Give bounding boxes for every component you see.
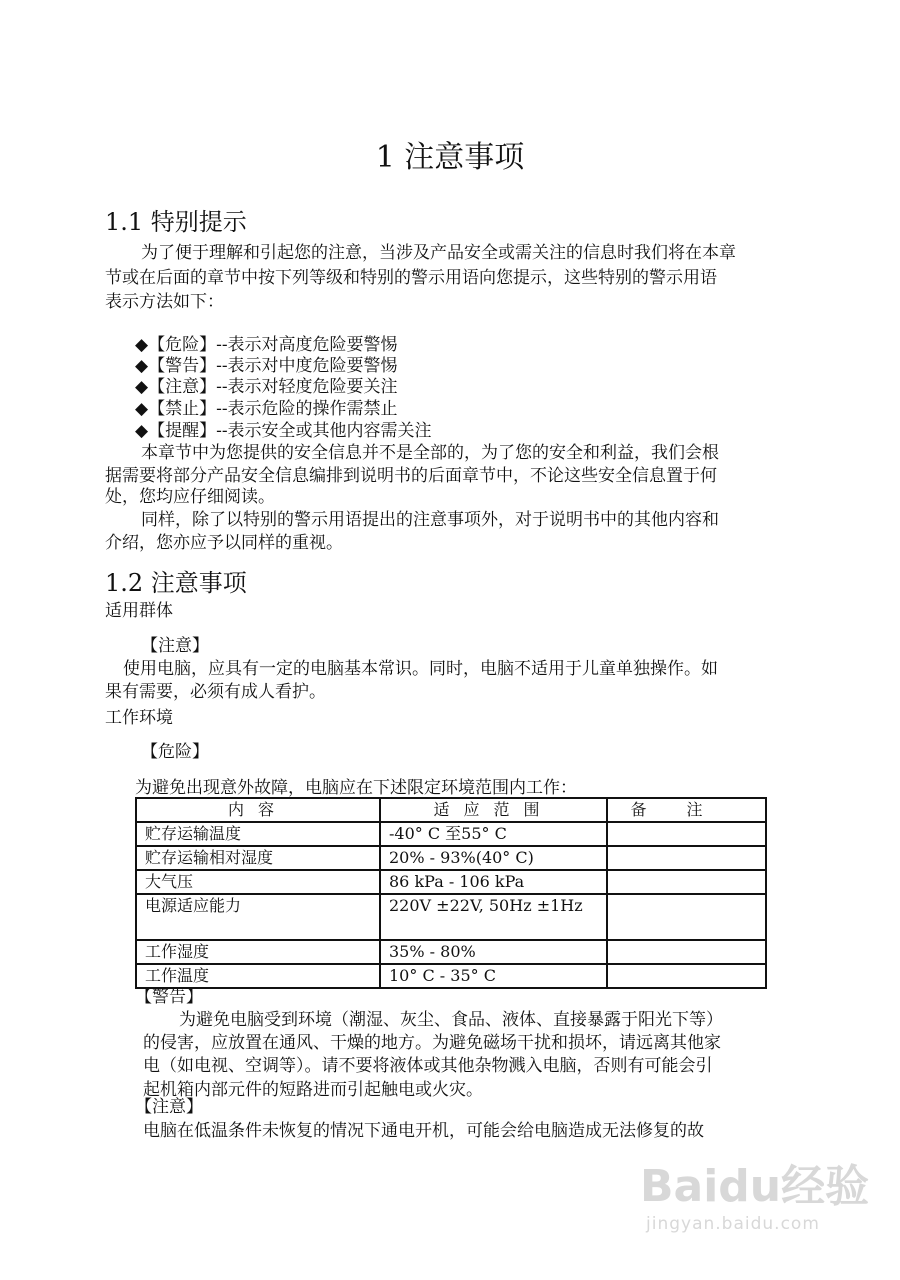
- subheading: 适用群体: [105, 601, 173, 621]
- paragraph-line: 据需要将部分产品安全信息编排到说明书的后面章节中，不论这些安全信息置于何: [105, 466, 717, 486]
- table-header: 备注: [607, 798, 766, 822]
- table-cell: [607, 870, 766, 894]
- table-header: 内容: [136, 798, 380, 822]
- section-heading-1-1: 1.1 特别提示: [105, 208, 247, 236]
- bullet-item: ◆【禁止】--表示危险的操作需禁止: [135, 399, 398, 419]
- table-row: [136, 894, 766, 940]
- bullet-item: ◆【提醒】--表示安全或其他内容需关注: [135, 421, 432, 441]
- table-caption: 为避免出现意外故障，电脑应在下述限定环境范围内工作：: [135, 778, 577, 798]
- table-cell: [607, 822, 766, 846]
- table-cell: [607, 940, 766, 964]
- table-row: [136, 870, 766, 894]
- table-row: [136, 822, 766, 846]
- bullet-item: ◆【注意】--表示对轻度危险要关注: [135, 377, 398, 397]
- environment-table: [135, 797, 767, 989]
- paragraph-line: 节或在后面的章节中按下列等级和特别的警示用语向您提示，这些特别的警示用语: [105, 268, 717, 288]
- bullet-item: ◆【警告】--表示对中度危险要警惕: [135, 356, 398, 376]
- paragraph-line: 同样，除了以特别的警示用语提出的注意事项外，对于说明书中的其他内容和: [141, 510, 719, 530]
- table-cell: [607, 846, 766, 870]
- baidu-logo: Baidu经验: [640, 1161, 870, 1212]
- warning-label: 【警告】: [135, 987, 203, 1007]
- paragraph-line: 电（如电视、空调等）。请不要将液体或其他杂物溅入电脑，否则有可能会引: [143, 1056, 713, 1076]
- baidu-watermark: [640, 1150, 869, 1234]
- page-title: 1 注意事项: [375, 140, 525, 175]
- table-cell: 86 kPa - 106 kPa: [380, 870, 607, 894]
- table-cell: -40° C 至55° C: [380, 822, 607, 846]
- bullet-item: ◆【危险】--表示对高度危险要警惕: [135, 335, 398, 355]
- paragraph-line: 起机箱内部元件的短路进而引起触电或火灾。: [143, 1080, 483, 1100]
- notice-label: 【注意】: [141, 636, 209, 656]
- table-cell: [607, 964, 766, 988]
- paragraph-line: 果有需要，必须有成人看护。: [105, 682, 326, 702]
- table-cell: 贮存运输温度: [136, 822, 380, 846]
- table-cell: 工作温度: [136, 964, 380, 988]
- notice-label: 【注意】: [135, 1097, 203, 1117]
- table-row: [136, 846, 766, 870]
- paragraph-line: 为了便于理解和引起您的注意，当涉及产品安全或需关注的信息时我们将在本章: [141, 243, 736, 263]
- table-cell: 贮存运输相对湿度: [136, 846, 380, 870]
- paragraph-line: 本章节中为您提供的安全信息并不是全部的，为了您的安全和利益，我们会根: [141, 443, 719, 463]
- table-row: [136, 964, 766, 988]
- table-header: 适应范围: [380, 798, 607, 822]
- paragraph-line: 使用电脑，应具有一定的电脑基本常识。同时，电脑不适用于儿童单独操作。如: [123, 659, 718, 679]
- section-heading-1-2: 1.2 注意事项: [105, 569, 247, 597]
- paragraph-line: 表示方法如下：: [105, 292, 224, 312]
- subheading: 工作环境: [105, 708, 173, 728]
- table-cell: 20% - 93%(40° C): [380, 846, 607, 870]
- table-cell: 10° C - 35° C: [380, 964, 607, 988]
- paragraph-line: 电脑在低温条件未恢复的情况下通电开机，可能会给电脑造成无法修复的故: [143, 1121, 704, 1141]
- table-cell: [607, 894, 766, 940]
- danger-label: 【危险】: [141, 742, 209, 762]
- table-cell: 电源适应能力: [136, 894, 380, 940]
- paragraph-line: 介绍，您亦应予以同样的重视。: [105, 533, 343, 553]
- paragraph-line: 为避免电脑受到环境（潮湿、灰尘、食品、液体、直接暴露于阳光下等）: [179, 1010, 723, 1030]
- paragraph-line: 的侵害，应放置在通风、干燥的地方。为避免磁场干扰和损坏，请远离其他家: [143, 1033, 721, 1053]
- table-cell: 大气压: [136, 870, 380, 894]
- table-cell: 工作湿度: [136, 940, 380, 964]
- paragraph-line: 处，您均应仔细阅读。: [105, 487, 275, 507]
- table-row: [136, 940, 766, 964]
- watermark-url: jingyan.baidu.com: [646, 1214, 820, 1234]
- table-cell: 220V ±22V, 50Hz ±1Hz: [380, 894, 607, 940]
- table-cell: 35% - 80%: [380, 940, 607, 964]
- table-header-row: [136, 798, 766, 822]
